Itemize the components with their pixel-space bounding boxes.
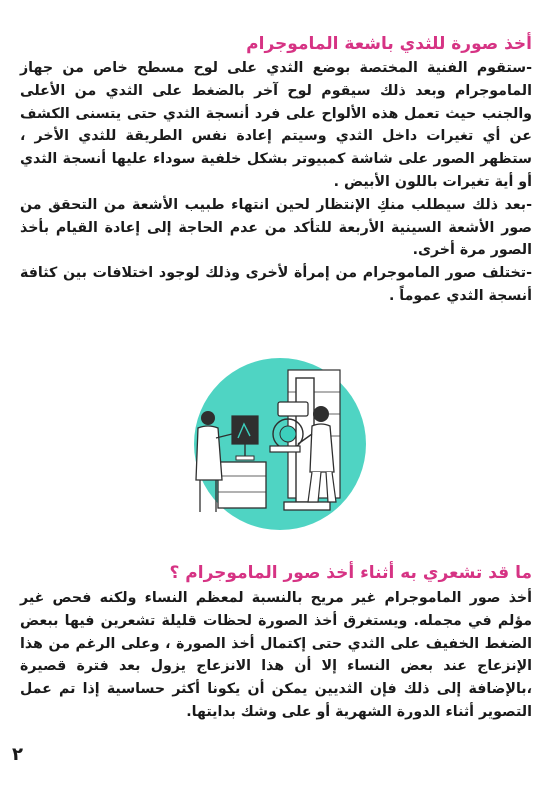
doctor-head xyxy=(201,411,215,425)
machine-base xyxy=(284,502,330,510)
patient-body xyxy=(310,424,334,472)
section-title-mammogram-procedure: أخذ صورة للثدي باشعة الماموجرام xyxy=(246,34,532,54)
paragraph: -ستقوم الفنية المختصة بوضع الثدي على لوح مسطح خاص من جهاز الماموجرام وبعد ذلك سيقوم لوح آخر بالضغط على الثدي من الأعلى والجنب حيث تعمل هذه الألواح على فرد أنسجة الثدي حتى يتسنى الكشف عن أي تغيرات داخل الثدي وسيتم إعادة نفس الطريقة للثدي الأخر ، ستظهر الصور على شاشة كمبيوتر بشكل خلفية سوداء عليها أنسجة الثدي أو أية تغيرات باللون الأبيض . xyxy=(20,60,532,190)
desk-cabinet xyxy=(218,462,266,508)
section-body-mammogram-procedure xyxy=(20,57,532,308)
section-body-what-you-may-feel xyxy=(20,587,532,724)
compression-plate xyxy=(270,446,300,452)
mammography-scene-icon xyxy=(188,352,368,534)
paragraph: -بعد ذلك سيطلب منكِ الإنتظار لحين انتهاء طبيب الأشعة من التحقق من صور الأشعة السينية الأربعة للتأكد من عدم الحاجة إلى إعادة القيام بأخذ الصور مرة أخرى. xyxy=(20,196,532,259)
doctor-coat xyxy=(196,426,222,480)
paragraph: أخذ صور الماموجرام غير مريح بالنسبة لمعظم النساء ولكنه فحص غير مؤلم في مجمله. ويستغرق أخذ الصورة لحظات قليلة تشعرين فيها ببعض الضغط الخفيف على الثدي حتى إكتمال أخذ الصورة ، وعلى الرغم من هذا الإنزعاج عند بعض النساء إلا أن هذا الانزعاج يزول بعد فترة قصيرة ،بالإضافة إلى ذلك فإن الثديين يمكن أن يكونا أكثر حساسية إذا تم عمل التصوير أثناء الدورة الشهرية أو على وشك بدايتها. xyxy=(20,590,532,720)
machine-head xyxy=(278,402,308,416)
section-title-what-you-may-feel: ما قد تشعري به أثناء أخذ صور الماموجرام ؟ xyxy=(169,563,532,583)
page-number: ٢ xyxy=(12,744,23,765)
monitor xyxy=(232,416,258,444)
patient-head xyxy=(313,406,329,422)
paragraph: -تختلف صور الماموجرام من إمرأة لأخرى وذلك لوجود اختلافات بين كثافة أنسجة الثدي عموماً . xyxy=(20,265,532,304)
